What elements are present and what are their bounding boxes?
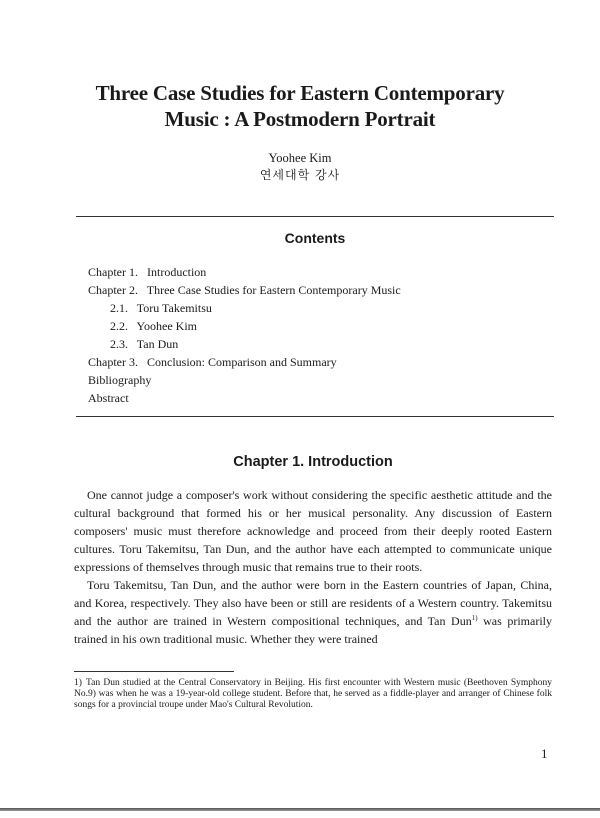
toc-item: Chapter 1. Introduction (88, 265, 207, 279)
contents-divider (76, 416, 554, 417)
toc-item: Chapter 3. Conclusion: Comparison and Summary (88, 355, 337, 369)
scan-bottom-edge (0, 808, 600, 811)
toc-item: Bibliography (88, 373, 152, 387)
toc-item: 2.1. Toru Takemitsu (110, 301, 212, 315)
footnote-text: Tan Dun studied at the Central Conservatory in Beijing. His first encounter with Western music (Beethoven Symphony No.9) was when he was a 19-year-old college student. Before that, he served as a fiddle-player and arranger of Chinese folk songs for a provincial troupe under Mao's Cultural Revolution. (74, 678, 552, 710)
top-divider (76, 216, 554, 217)
toc-item: Abstract (88, 391, 129, 405)
paragraph-2 (74, 576, 552, 648)
footnote-divider (74, 671, 234, 672)
author-affiliation: 연세대학 강사 (259, 168, 341, 182)
footnote (74, 678, 552, 711)
paper-title (0, 80, 600, 132)
body-text (74, 486, 552, 648)
paragraph-2-part-2: was primarily trained in his own traditional music. Whether they were trained (74, 614, 552, 646)
toc-item: 2.2. Yoohee Kim (110, 319, 198, 333)
author-name: Yoohee Kim (268, 151, 332, 165)
footnote-reference: 1) (471, 614, 478, 622)
chapter-heading: Chapter 1. Introduction (233, 454, 393, 470)
table-of-contents (88, 263, 558, 407)
page-number: 1 (541, 746, 548, 761)
toc-item: Chapter 2. Three Case Studies for Eastern Contemporary Music (88, 283, 401, 297)
footnote-mark: 1) (74, 678, 82, 688)
title-line-2: Music : A Postmodern Portrait (164, 107, 436, 131)
toc-item: 2.3. Tan Dun (110, 337, 179, 351)
paragraph-2-part-1: Toru Takemitsu, Tan Dun, and the author were born in the Eastern countries of Japan, China, and Korea, respectively. They also have been or still are residents of a Western country. Takemitsu and the author are trained in Western compositional techniques, and Tan Dun (74, 578, 552, 628)
title-line-1: Three Case Studies for Eastern Contemporary (95, 81, 505, 105)
paragraph-1: One cannot judge a composer's work without considering the specific aesthetic attitude and the cultural background that formed his or her musical personality. Any discussion of Eastern composers' music must therefore acknowledge and proceed from their deeply rooted Eastern cultures. Toru Takemitsu, Tan Dun, and the author have each attempted to communicate unique expressions of themselves through music that remains true to their roots. (74, 488, 552, 574)
contents-heading: Contents (284, 230, 346, 246)
